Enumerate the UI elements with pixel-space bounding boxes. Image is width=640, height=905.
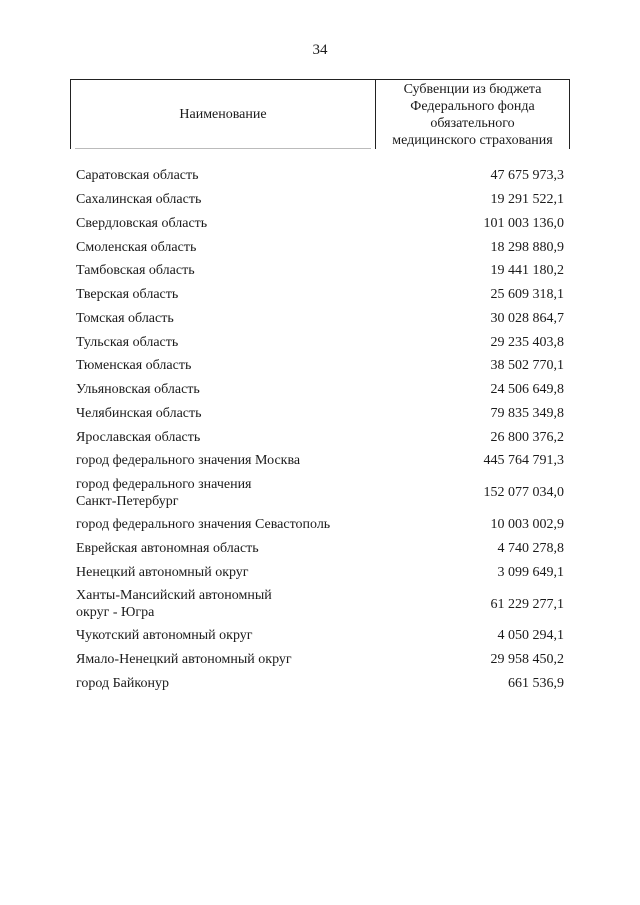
- region-name: Ямало-Ненецкий автономный округ: [76, 652, 292, 668]
- region-name: Сахалинская область: [76, 192, 202, 208]
- table-row: [76, 307, 564, 331]
- region-name: Смоленская область: [76, 239, 197, 255]
- table-row: [76, 212, 564, 236]
- subvention-amount: 4 740 278,8: [497, 540, 564, 556]
- region-name: город федерального значения Севастополь: [76, 517, 331, 533]
- table-row: [76, 378, 564, 402]
- subvention-amount: 19 291 522,1: [490, 192, 564, 208]
- region-name: город федерального значения Москва: [76, 453, 301, 469]
- subvention-amount: 25 609 318,1: [490, 287, 564, 303]
- table-row: [76, 188, 564, 212]
- region-name: город федерального значения Санкт-Петербург: [76, 476, 252, 509]
- subvention-amount: 24 506 649,8: [490, 382, 564, 398]
- table-row: [76, 513, 564, 537]
- region-name: Томская область: [76, 310, 174, 326]
- table-row: [76, 449, 564, 473]
- region-name: Челябинская область: [76, 405, 202, 421]
- region-name: Саратовская область: [76, 168, 199, 184]
- region-name: Ульяновская область: [76, 382, 200, 398]
- region-name: Еврейская автономная область: [76, 540, 259, 556]
- table-row: [76, 235, 564, 259]
- table-row: [76, 259, 564, 283]
- subvention-amount: 30 028 864,7: [490, 310, 564, 326]
- region-name: Ненецкий автономный округ: [76, 564, 249, 580]
- table-row: [76, 537, 564, 561]
- subvention-amount: 61 229 277,1: [490, 596, 564, 612]
- table-row: [76, 648, 564, 672]
- table-body: [76, 164, 564, 695]
- region-name: Чукотский автономный округ: [76, 628, 253, 644]
- subvention-amount: 47 675 973,3: [490, 168, 564, 184]
- table-row: [76, 473, 564, 513]
- table-row: [76, 624, 564, 648]
- table-row: [76, 283, 564, 307]
- region-name: Тюменская область: [76, 358, 192, 374]
- subvention-amount: 18 298 880,9: [490, 239, 564, 255]
- table-row: [76, 402, 564, 426]
- region-name: Свердловская область: [76, 215, 208, 231]
- subvention-amount: 445 764 791,3: [483, 453, 564, 469]
- subvention-amount: 3 099 649,1: [497, 564, 564, 580]
- subvention-amount: 26 800 376,2: [490, 429, 564, 445]
- table-row: [76, 164, 564, 188]
- subvention-amount: 152 077 034,0: [483, 485, 564, 501]
- subvention-amount: 79 835 349,8: [490, 405, 564, 421]
- table-row: [76, 672, 564, 696]
- table-header: [70, 79, 570, 149]
- subvention-amount: 661 536,9: [508, 675, 564, 691]
- subvention-amount: 29 235 403,8: [490, 334, 564, 350]
- table-row: [76, 560, 564, 584]
- column-header-subventions: Субвенции из бюджета Федерального фонда обязательного медицинского страхования: [376, 80, 570, 149]
- region-name: Тульская область: [76, 334, 179, 350]
- region-name: Ханты-Мансийский автономный округ - Югра: [76, 588, 272, 620]
- subvention-amount: 101 003 136,0: [483, 215, 564, 231]
- subvention-amount: 38 502 770,1: [490, 358, 564, 374]
- region-name: Тверская область: [76, 287, 179, 303]
- subvention-amount: 10 003 002,9: [490, 517, 564, 533]
- table-row: [76, 330, 564, 354]
- subvention-amount: 19 441 180,2: [490, 263, 564, 279]
- table-row: [76, 425, 564, 449]
- region-name: Ярославская область: [76, 429, 201, 445]
- column-header-name: Наименование: [70, 80, 376, 149]
- region-name: Тамбовская область: [76, 263, 195, 279]
- table-row: [76, 584, 564, 624]
- page-number: 34: [312, 42, 328, 58]
- region-name: город Байконур: [76, 675, 169, 691]
- subvention-amount: 4 050 294,1: [497, 628, 564, 644]
- subvention-amount: 29 958 450,2: [490, 652, 564, 668]
- table-row: [76, 354, 564, 378]
